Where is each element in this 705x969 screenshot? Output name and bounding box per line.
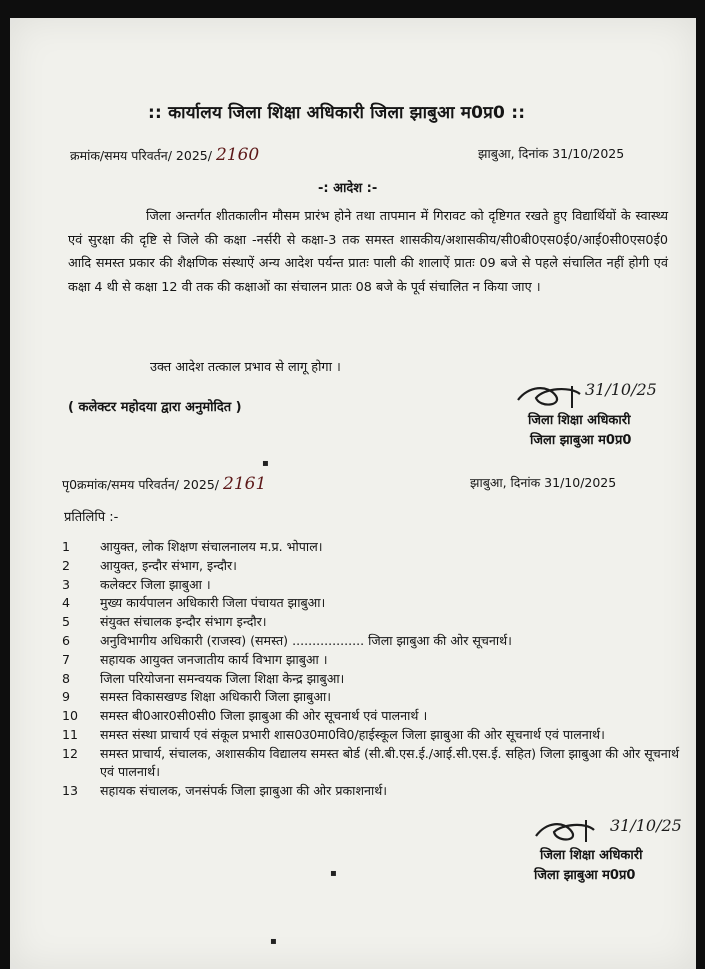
signatory-1-title: जिला शिक्षा अधिकारी xyxy=(528,413,631,428)
order-reference xyxy=(70,145,259,165)
list-item-number: 9 xyxy=(62,689,71,705)
list-item-text: कलेक्टर जिला झाबुआ । xyxy=(100,576,211,592)
list-item xyxy=(60,538,680,557)
endorsement-place-date: झाबुआ, दिनांक 31/10/2025 xyxy=(470,475,617,490)
list-item xyxy=(60,670,680,689)
order-place-date: झाबुआ, दिनांक 31/10/2025 xyxy=(478,146,625,161)
ink-dot: ▪ xyxy=(330,868,337,879)
list-item xyxy=(60,651,680,670)
list-item-text: अनुविभागीय अधिकारी (राजस्व) (समस्त) .................. जिला झाबुआ की ओर सूचनार्थ। xyxy=(100,632,512,648)
list-item xyxy=(60,726,680,745)
list-item-number: 5 xyxy=(62,614,71,630)
list-item-number: 11 xyxy=(62,726,79,742)
list-item-number: 12 xyxy=(62,745,79,761)
office-heading: :: कार्यालय जिला शिक्षा अधिकारी जिला झाबुआ म0प्र0 :: xyxy=(148,103,526,123)
list-item-text: समस्त प्राचार्य, संचालक, अशासकीय विद्यालय समस्त बोर्ड (सी.बी.एस.ई./आई.सी.एस.ई. सहित) जिला झाबुआ की ओर सूचनार्थ एवं पालनार्थ। xyxy=(100,745,680,780)
list-item-number: 10 xyxy=(62,708,79,724)
list-item-number: 4 xyxy=(62,595,71,611)
list-item xyxy=(60,632,680,651)
list-item-number: 1 xyxy=(62,539,71,554)
list-item xyxy=(60,707,680,726)
list-item-text: समस्त विकासखण्ड शिक्षा अधिकारी जिला झाबुआ। xyxy=(100,689,331,705)
copy-to-label: प्रतिलिपि :- xyxy=(64,510,119,525)
ink-dot: ▪ xyxy=(262,458,269,469)
list-item-text: समस्त बी0आर0सी0सी0 जिला झाबुआ की ओर सूचनार्थ एवं पालनार्थ । xyxy=(100,708,428,724)
list-item-text: आयुक्त, इन्दौर संभाग, इन्दौर। xyxy=(100,557,237,573)
ink-dot: ▪ xyxy=(270,936,277,947)
order-title: -: आदेश :- xyxy=(318,181,378,196)
signature-1-date: 31/10/25 xyxy=(585,380,657,399)
endorsement-reference xyxy=(62,474,266,494)
list-item xyxy=(60,594,680,613)
recipient-list xyxy=(60,538,680,801)
list-item-text: मुख्य कार्यपालन अधिकारी जिला पंचायत झाबुआ। xyxy=(100,595,326,611)
order-ref-handwritten: 2160 xyxy=(215,145,260,165)
list-item-text: आयुक्त, लोक शिक्षण संचालनालय म.प्र. भोपाल। xyxy=(100,539,323,554)
signatory-2-title: जिला शिक्षा अधिकारी xyxy=(540,848,643,863)
list-item xyxy=(60,613,680,632)
approval-note: ( कलेक्टर महोदया द्वारा अनुमोदित ) xyxy=(68,400,242,415)
list-item-number: 3 xyxy=(62,576,71,592)
order-effect-line: उक्त आदेश तत्काल प्रभाव से लागू होगा । xyxy=(150,360,341,375)
order-ref-label: क्रमांक/समय परिवर्तन/ 2025/ xyxy=(70,148,212,163)
list-item-text: सहायक संचालक, जनसंपर्क जिला झाबुआ की ओर प्रकाशनार्थ। xyxy=(100,783,388,799)
list-item xyxy=(60,576,680,595)
signatory-2-place: जिला झाबुआ म0प्र0 xyxy=(534,868,636,883)
endorsement-ref-label: पृ0क्रमांक/समय परिवर्तन/ 2025/ xyxy=(62,477,219,492)
endorsement-ref-handwritten: 2161 xyxy=(223,474,267,494)
list-item-text: संयुक्त संचालक इन्दौर संभाग इन्दौर। xyxy=(100,614,267,630)
list-item-number: 6 xyxy=(62,632,71,648)
list-item-number: 2 xyxy=(62,557,71,573)
signatory-1-place: जिला झाबुआ म0प्र0 xyxy=(530,433,632,448)
list-item xyxy=(60,782,680,801)
list-item-text: जिला परियोजना समन्वयक जिला शिक्षा केन्द्र झाबुआ। xyxy=(100,670,345,686)
list-item-number: 7 xyxy=(62,651,71,667)
order-paragraph: जिला अन्तर्गत शीतकालीन मौसम प्रारंभ होने तथा तापमान में गिरावट को दृष्टिगत रखते हुए विद्यार्थियों के स्वास्थ्य एवं सुरक्षा की दृष्टि से जिले की कक्षा -नर्सरी से कक्षा-3 तक समस्त शासकीय/अशासकीय/सी0बी0एस0ई0/आई0सी0एस0ई0 आदि समस्त प्रकार की शैक्षणिक संस्थाऐं अन्य आदेश पर्यन्त प्रातः पाली की शालाऐं प्रातः 09 बजे से पहले संचालित नहीं होगी एवं कक्षा 4 थी से कक्षा 12 वी तक की कक्षाओं का संचालन प्रातः 08 बजे के पूर्व संचालित न किया जाए । xyxy=(68,209,668,295)
list-item xyxy=(60,745,680,782)
list-item-number: 8 xyxy=(62,670,71,686)
list-item xyxy=(60,688,680,707)
signature-2-date: 31/10/25 xyxy=(610,816,682,835)
list-item-text: सहायक आयुक्त जनजातीय कार्य विभाग झाबुआ । xyxy=(100,651,328,667)
list-item-number: 13 xyxy=(62,783,79,799)
list-item-text: समस्त संस्था प्राचार्य एवं संकूल प्रभारी शास0उ0मा0वि0/हाईस्कूल जिला झाबुआ की ओर सूचनार्थ एवं पालनार्थ। xyxy=(100,726,605,742)
list-item xyxy=(60,557,680,576)
